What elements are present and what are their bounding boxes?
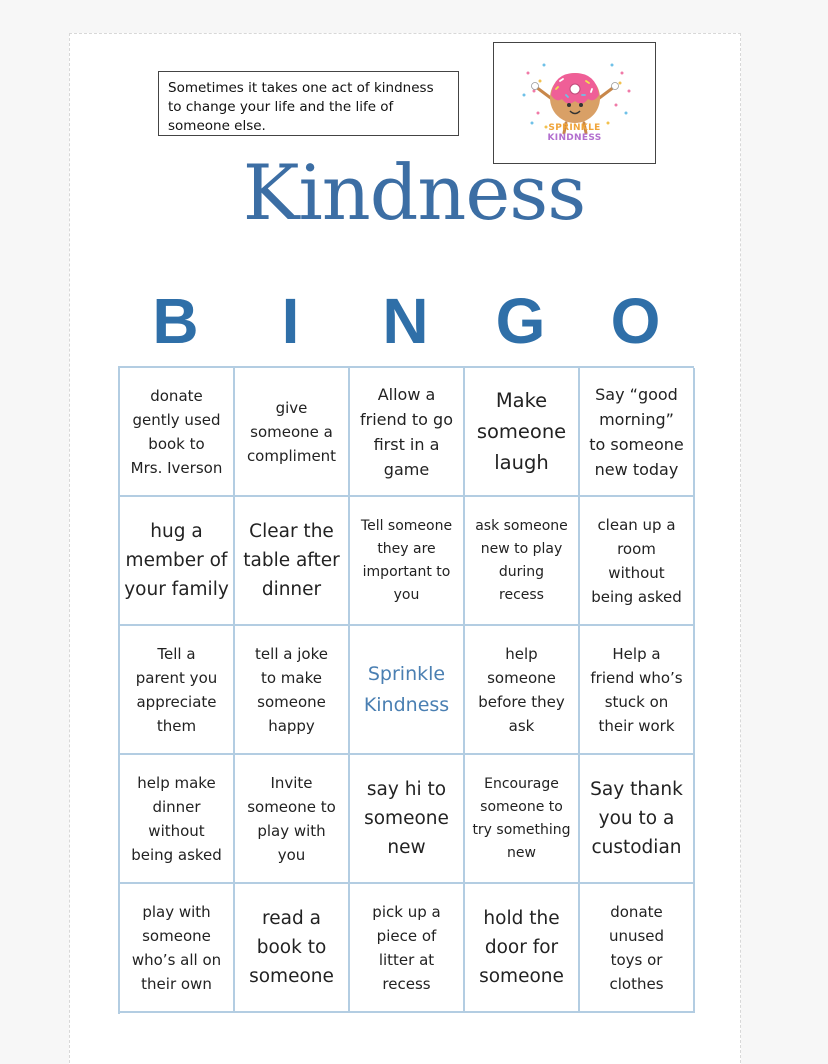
- bingo-letter-n: N: [382, 285, 429, 357]
- bingo-cell-text: give someone a compliment: [246, 398, 337, 465]
- bingo-cell-17[interactable]: [235, 755, 350, 884]
- bingo-cell-text: donate gently used book to Mrs. Iverson: [130, 386, 223, 477]
- bingo-cell-16[interactable]: [120, 755, 235, 884]
- bingo-cell-4[interactable]: [465, 368, 580, 497]
- bingo-cell-19[interactable]: [465, 755, 580, 884]
- bingo-cell-text: Invite someone to play with you: [247, 773, 336, 864]
- bingo-cell-23[interactable]: [350, 884, 465, 1013]
- free-space-cell[interactable]: [350, 626, 465, 755]
- bingo-cell-25[interactable]: [580, 884, 695, 1013]
- bingo-cell-6[interactable]: [120, 497, 235, 626]
- bingo-cell-text: help make dinner without being asked: [131, 773, 222, 864]
- bingo-cell-text: read a book to someone: [249, 908, 334, 987]
- bingo-cell-text: play with someone who’s all on their own: [131, 902, 222, 993]
- bingo-cell-text: hold the door for someone: [479, 908, 564, 987]
- bingo-cell-text: Say thank you to a custodian: [590, 779, 683, 858]
- bingo-cell-8[interactable]: [350, 497, 465, 626]
- quote-text: Sometimes it takes one act of kindness to change your life and the life of someone else.: [168, 80, 434, 134]
- bingo-cell-text: Help a friend who’s stuck on their work: [590, 644, 683, 735]
- free-space-text: Sprinkle Kindness: [363, 662, 450, 716]
- bingo-cell-1[interactable]: [120, 368, 235, 497]
- bingo-letter-g: G: [495, 285, 546, 357]
- bingo-cell-text: ask someone new to play during recess: [475, 517, 568, 603]
- bingo-cell-text: Clear the table after dinner: [243, 521, 340, 600]
- bingo-cell-text: Say “good morning” to someone new today: [589, 384, 684, 479]
- bingo-cell-24[interactable]: [465, 884, 580, 1013]
- bingo-cell-11[interactable]: [120, 626, 235, 755]
- bingo-cell-text: donate unused toys or clothes: [608, 902, 665, 993]
- bingo-cell-10[interactable]: [580, 497, 695, 626]
- bingo-cell-text: pick up a piece of litter at recess: [372, 902, 441, 993]
- bingo-cell-12[interactable]: [235, 626, 350, 755]
- bingo-cell-text: say hi to someone new: [364, 779, 449, 858]
- bingo-grid: [118, 366, 694, 1014]
- bingo-letter-b: B: [152, 285, 199, 357]
- page-title: Kindness: [242, 148, 586, 237]
- bingo-cell-20[interactable]: [580, 755, 695, 884]
- bingo-letter-o: O: [610, 285, 661, 357]
- bingo-cell-15[interactable]: [580, 626, 695, 755]
- bingo-cell-text: tell a joke to make someone happy: [255, 644, 328, 735]
- logo-line-2: KINDNESS: [547, 133, 602, 143]
- bingo-cell-text: Encourage someone to try something new: [472, 775, 571, 861]
- bingo-cell-2[interactable]: [235, 368, 350, 497]
- donut-mascot-icon: [494, 43, 657, 165]
- bingo-cell-5[interactable]: [580, 368, 695, 497]
- bingo-header: [118, 283, 693, 363]
- bingo-cell-text: Tell someone they are important to you: [360, 517, 453, 603]
- logo-line-1: SPRINKLE: [548, 123, 601, 133]
- bingo-cell-text: clean up a room without being asked: [591, 515, 682, 606]
- bingo-cell-21[interactable]: [120, 884, 235, 1013]
- bingo-cell-18[interactable]: [350, 755, 465, 884]
- bingo-cell-3[interactable]: [350, 368, 465, 497]
- bingo-cell-9[interactable]: [465, 497, 580, 626]
- bingo-cell-text: Allow a friend to go first in a game: [360, 384, 453, 479]
- bingo-cell-14[interactable]: [465, 626, 580, 755]
- sprinkle-kindness-logo: [493, 42, 656, 164]
- bingo-letter-i: I: [281, 285, 300, 357]
- bingo-cell-text: Make someone laugh: [476, 389, 567, 474]
- bingo-cell-22[interactable]: [235, 884, 350, 1013]
- bingo-cell-7[interactable]: [235, 497, 350, 626]
- quote-box: [158, 71, 459, 136]
- bingo-cell-text: help someone before they ask: [478, 644, 565, 735]
- bingo-cell-text: Tell a parent you appreciate them: [135, 644, 218, 735]
- bingo-cell-text: hug a member of your family: [124, 521, 229, 600]
